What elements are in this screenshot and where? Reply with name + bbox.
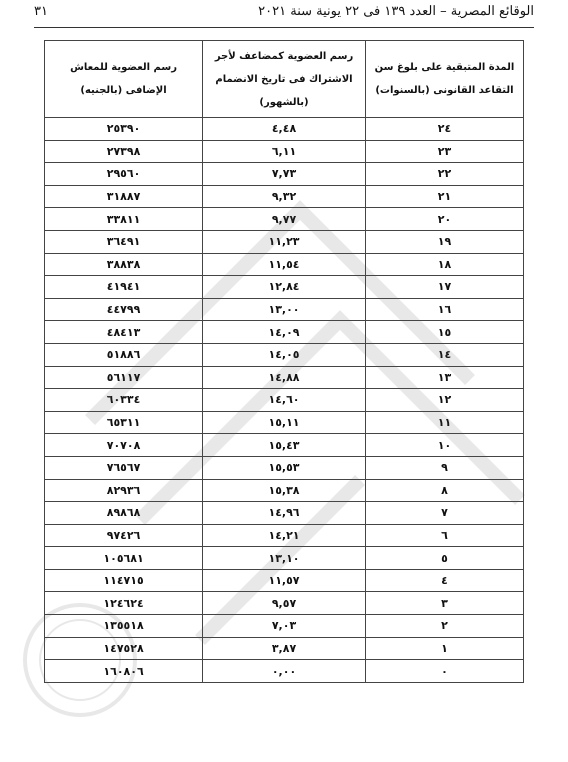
cell-fee-amount: ٣١٨٨٧ [45,185,203,208]
cell-fee-multiple: ١٣,١٠ [203,547,366,570]
table-row [45,502,524,525]
cell-fee-multiple: ٩,٧٧ [203,208,366,231]
cell-fee-multiple: ١٥,٣٨ [203,479,366,502]
cell-remaining-years: ١٣ [365,366,523,389]
table-row [45,298,524,321]
cell-fee-amount: ٥٦١١٧ [45,366,203,389]
cell-fee-amount: ٣٦٤٩١ [45,230,203,253]
table-row [45,637,524,660]
table-row [45,479,524,502]
table-row [45,456,524,479]
cell-fee-multiple: ١٤,٦٠ [203,389,366,412]
cell-remaining-years: ١٦ [365,298,523,321]
cell-fee-amount: ٨٩٨٦٨ [45,502,203,525]
cell-remaining-years: ٠ [365,660,523,683]
cell-fee-multiple: ١٥,٤٣ [203,434,366,457]
cell-fee-multiple: ٦,١١ [203,140,366,163]
table-row [45,547,524,570]
cell-remaining-years: ٢١ [365,185,523,208]
cell-fee-multiple: ٤,٤٨ [203,118,366,141]
table-row [45,118,524,141]
cell-fee-amount: ٧٠٧٠٨ [45,434,203,457]
cell-fee-amount: ١٣٥٥١٨ [45,615,203,638]
table-row [45,343,524,366]
table-row [45,524,524,547]
cell-fee-amount: ١٤٧٥٢٨ [45,637,203,660]
table-row [45,276,524,299]
cell-fee-multiple: ١١,٥٧ [203,569,366,592]
cell-remaining-years: ١٤ [365,343,523,366]
cell-remaining-years: ١٢ [365,389,523,412]
cell-fee-multiple: ٧,٧٣ [203,163,366,186]
cell-remaining-years: ١٥ [365,321,523,344]
header-remaining-years: المدة المتبقية على بلوغ سن التقاعد القانونى (بالسنوات) [365,41,523,118]
cell-remaining-years: ٦ [365,524,523,547]
cell-remaining-years: ٥ [365,547,523,570]
cell-fee-multiple: ١٥,٥٣ [203,456,366,479]
table-row [45,163,524,186]
cell-remaining-years: ٢٤ [365,118,523,141]
cell-fee-amount: ٢٩٥٦٠ [45,163,203,186]
cell-fee-amount: ١١٤٧١٥ [45,569,203,592]
cell-fee-multiple: ١٤,٩٦ [203,502,366,525]
table-row [45,592,524,615]
cell-fee-multiple: ٣,٨٧ [203,637,366,660]
cell-fee-amount: ٦٠٣٣٤ [45,389,203,412]
cell-fee-amount: ٤٤٧٩٩ [45,298,203,321]
cell-fee-multiple: ١٤,٨٨ [203,366,366,389]
cell-fee-amount: ٣٣٨١١ [45,208,203,231]
table-header-row [45,41,524,118]
table-row [45,208,524,231]
cell-remaining-years: ١٨ [365,253,523,276]
table-row [45,185,524,208]
cell-remaining-years: ٢ [365,615,523,638]
table-row [45,615,524,638]
table-row [45,569,524,592]
cell-fee-multiple: ١١,٥٤ [203,253,366,276]
cell-fee-multiple: ٠,٠٠ [203,660,366,683]
table-row [45,411,524,434]
table-row [45,321,524,344]
cell-fee-multiple: ١٢,٨٤ [203,276,366,299]
cell-remaining-years: ٢٣ [365,140,523,163]
cell-fee-multiple: ٩,٣٢ [203,185,366,208]
running-title: الوقائع المصرية – العدد ١٣٩ فى ٢٢ يونية سنة ٢٠٢١ [258,4,534,19]
cell-remaining-years: ١٠ [365,434,523,457]
page-number: ٣١ [34,4,48,19]
cell-fee-multiple: ١٥,١١ [203,411,366,434]
table-row [45,230,524,253]
table-row [45,389,524,412]
cell-fee-multiple: ١٤,٠٩ [203,321,366,344]
cell-remaining-years: ٢٠ [365,208,523,231]
cell-fee-multiple: ١٤,٢١ [203,524,366,547]
cell-fee-amount: ٨٢٩٣٦ [45,479,203,502]
cell-fee-amount: ٧٦٥٦٧ [45,456,203,479]
table-body [45,118,524,683]
cell-remaining-years: ٨ [365,479,523,502]
cell-fee-multiple: ١٤,٠٥ [203,343,366,366]
cell-fee-multiple: ١١,٢٣ [203,230,366,253]
cell-fee-multiple: ٩,٥٧ [203,592,366,615]
table-row [45,253,524,276]
cell-remaining-years: ٩ [365,456,523,479]
cell-remaining-years: ٢٢ [365,163,523,186]
cell-remaining-years: ١١ [365,411,523,434]
cell-fee-amount: ٣٨٨٣٨ [45,253,203,276]
cell-remaining-years: ١٧ [365,276,523,299]
header-rule [34,27,534,28]
cell-fee-amount: ٥١٨٨٦ [45,343,203,366]
table-row [45,660,524,683]
cell-fee-amount: ١٦٠٨٠٦ [45,660,203,683]
cell-remaining-years: ١ [365,637,523,660]
header-fee-multiple: رسم العضوية كمضاعف لأجر الاشتراك فى تاريخ الانضمام (بالشهور) [203,41,366,118]
cell-remaining-years: ١٩ [365,230,523,253]
table-row [45,140,524,163]
cell-fee-multiple: ١٣,٠٠ [203,298,366,321]
cell-fee-amount: ٢٧٣٩٨ [45,140,203,163]
table-row [45,366,524,389]
cell-fee-amount: ٢٥٣٩٠ [45,118,203,141]
cell-remaining-years: ٤ [365,569,523,592]
table-row [45,434,524,457]
cell-fee-amount: ١٠٥٦٨١ [45,547,203,570]
header-fee-amount: رسم العضوية للمعاش الإضافى (بالجنيه) [45,41,203,118]
cell-fee-amount: ٩٧٤٢٦ [45,524,203,547]
cell-remaining-years: ٣ [365,592,523,615]
cell-remaining-years: ٧ [365,502,523,525]
cell-fee-amount: ١٢٤٦٢٤ [45,592,203,615]
cell-fee-amount: ٦٥٣١١ [45,411,203,434]
membership-fee-table [44,40,524,683]
cell-fee-amount: ٤٨٤١٣ [45,321,203,344]
running-header [34,4,534,24]
cell-fee-amount: ٤١٩٤١ [45,276,203,299]
cell-fee-multiple: ٧,٠٣ [203,615,366,638]
